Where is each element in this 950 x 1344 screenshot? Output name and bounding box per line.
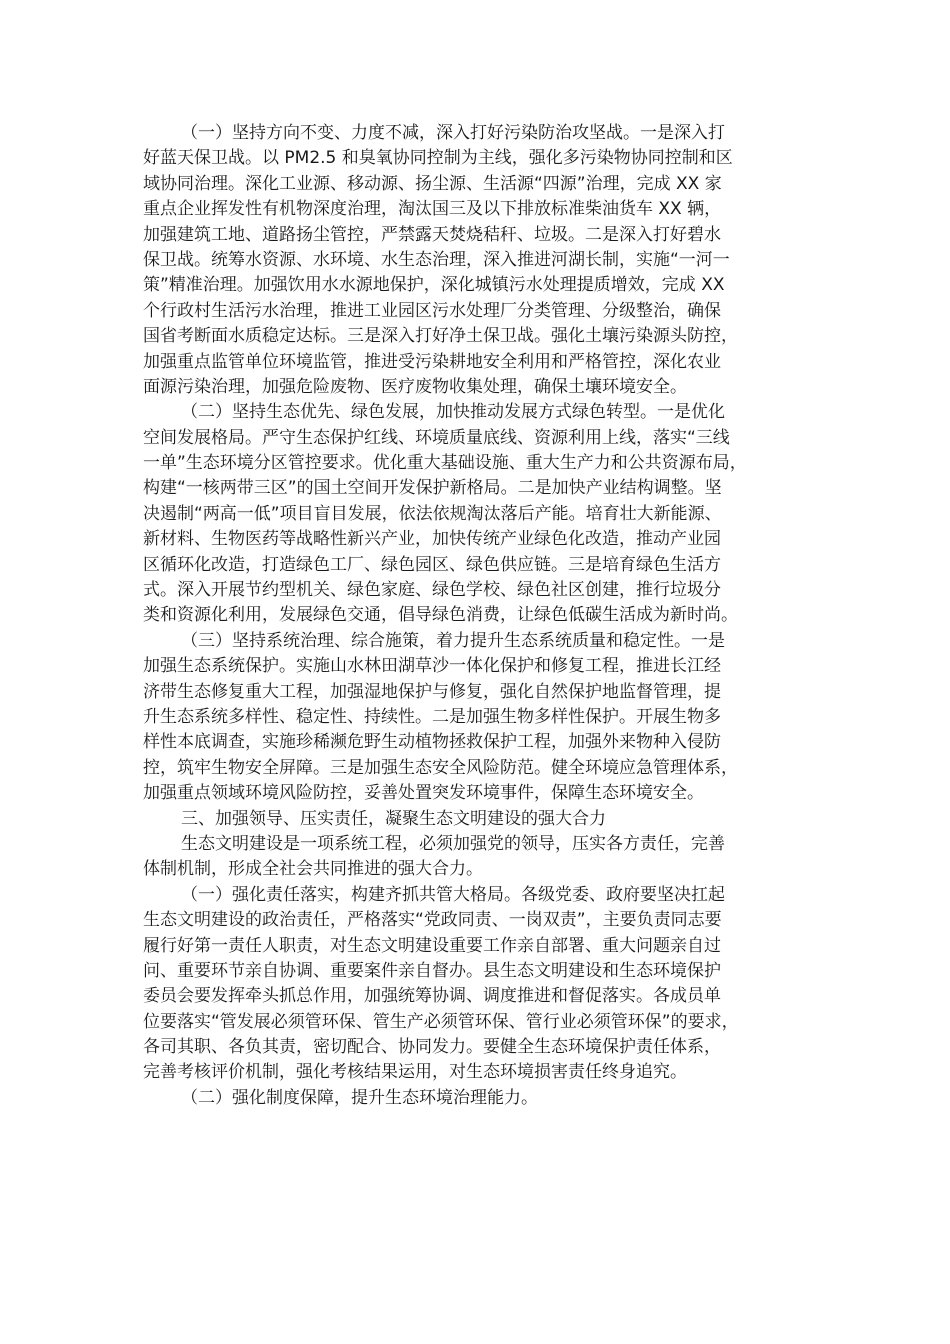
text-line: （一）强化责任落实，构建齐抓共管大格局。各级党委、政府要坚决扛起 <box>181 884 725 905</box>
text-line: 新材料、生物医药等战略性新兴产业，加快传统产业绿色化改造，推动产业园 <box>143 529 721 550</box>
text-line: 履行好第一责任人职责，对生态文明建设重要工作亲自部署、重大问题亲自过 <box>143 935 721 956</box>
text-line: （二）强化制度保障，提升生态环境治理能力。 <box>181 1087 538 1108</box>
text-line: 加强重点领域环境风险防控，妥善处置突发环境事件，保障生态环境安全。 <box>143 783 704 804</box>
text-line: 加强重点监管单位环境监管，推进受污染耕地安全利用和严格管控，深化农业 <box>143 351 721 372</box>
text-line: （二）坚持生态优先、绿色发展，加快推动发展方式绿色转型。一是优化 <box>181 402 725 423</box>
text-line: 生态文明建设的政治责任，严格落实“党政同责、一岗双责”，主要负责同志要 <box>143 910 722 931</box>
text-line: 问、重要环节亲自协调、重要案件亲自督办。县生态文明建设和生态环境保护 <box>143 960 721 981</box>
text-line: 三、加强领导、压实责任，凝聚生态文明建设的强大合力 <box>181 808 606 829</box>
text-line: （三）坚持系统治理、综合施策，着力提升生态系统质量和稳定性。一是 <box>181 630 725 651</box>
text-line: 域协同治理。深化工业源、移动源、扬尘源、生活源“四源”治理，完成 XX 家 <box>143 173 722 194</box>
text-line: 升生态系统多样性、稳定性、持续性。二是加强生物多样性保护。开展生物多 <box>143 706 721 727</box>
text-line: 加强生态系统保护。实施山水林田湖草沙一体化保护和修复工程，推进长江经 <box>143 656 721 677</box>
text-line: 决遏制“两高一低”项目盲目发展，依法依规淘汰落后产能。培育壮大新能源、 <box>143 503 722 524</box>
text-line: 区循环化改造，打造绿色工厂、绿色园区、绿色供应链。三是培育绿色生活方 <box>143 554 721 575</box>
text-line: 加强建筑工地、道路扬尘管控，严禁露天焚烧秸秆、垃圾。二是深入打好碧水 <box>143 224 721 245</box>
text-line: 一单”生态环境分区管控要求。优化重大基础设施、重大生产力和公共资源布局， <box>143 453 747 474</box>
text-line: 委员会要发挥牵头抓总作用，加强统筹协调、调度推进和督促落实。各成员单 <box>143 986 721 1007</box>
text-line: 空间发展格局。严守生态保护红线、环境质量底线、资源利用上线，落实“三线 <box>143 427 730 448</box>
text-line: 保卫战。统筹水资源、水环境、水生态治理，深入推进河湖长制，实施“一河一 <box>143 249 730 270</box>
text-line: 济带生态修复重大工程，加强湿地保护与修复，强化自然保护地监督管理，提 <box>143 681 721 702</box>
text-line: 完善考核评价机制，强化考核结果运用，对生态环境损害责任终身追究。 <box>143 1062 687 1083</box>
text-line: 面源污染治理，加强危险废物、医疗废物收集处理，确保土壤环境安全。 <box>143 376 687 397</box>
text-line: 国省考断面水质稳定达标。三是深入打好净土保卫战。强化土壤污染源头防控， <box>143 326 738 347</box>
text-line: 式。深入开展节约型机关、绿色家庭、绿色学校、绿色社区创建，推行垃圾分 <box>143 580 721 601</box>
text-line: 位要落实“管发展必须管环保、管生产必须管环保、管行业必须管环保”的要求， <box>143 1011 739 1032</box>
text-line: 构建“一核两带三区”的国土空间开发保护新格局。二是加快产业结构调整。坚 <box>143 478 722 499</box>
document-body <box>143 121 827 1111</box>
text-line: 样性本底调查，实施珍稀濒危野生动植物拯救保护工程，加强外来物种入侵防 <box>143 732 721 753</box>
text-line: 好蓝天保卫战。以 PM2.5 和臭氧协同控制为主线，强化多污染物协同控制和区 <box>143 148 733 169</box>
text-line: 类和资源化利用，发展绿色交通，倡导绿色消费，让绿色低碳生活成为新时尚。 <box>143 605 738 626</box>
text-line: 策”精准治理。加强饮用水水源地保护，深化城镇污水处理提质增效，完成 XX <box>143 275 725 296</box>
text-line: 体制机制，形成全社会共同推进的强大合力。 <box>143 859 483 880</box>
text-line: 控，筑牢生物安全屏障。三是加强生态安全风险防范。健全环境应急管理体系， <box>143 757 738 778</box>
text-line: 各司其职、各负其责，密切配合、协同发力。要健全生态环境保护责任体系， <box>143 1037 721 1058</box>
text-line: 重点企业挥发性有机物深度治理，淘汰国三及以下排放标准柴油货车 XX 辆， <box>143 199 722 220</box>
text-line: 个行政村生活污水治理，推进工业园区污水处理厂分类管理、分级整治，确保 <box>143 300 721 321</box>
text-line: （一）坚持方向不变、力度不减，深入打好污染防治攻坚战。一是深入打 <box>181 123 725 143</box>
text-line: 生态文明建设是一项系统工程，必须加强党的领导，压实各方责任，完善 <box>181 833 725 854</box>
